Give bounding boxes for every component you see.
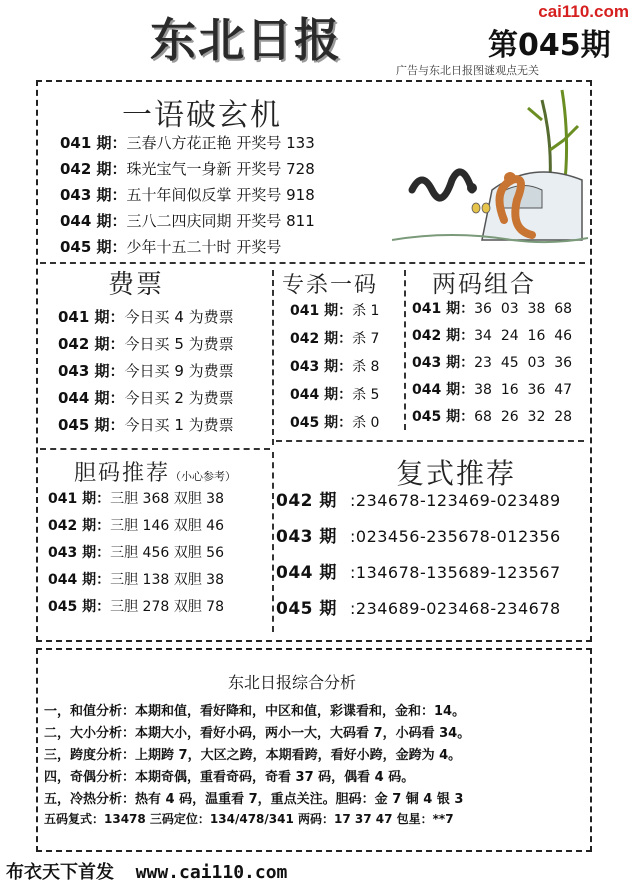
list-item: 043 期：杀 8: [290, 359, 380, 375]
list-item: 043 期：23 45 03 36: [412, 355, 573, 371]
list-item: 一，和值分析：本期和值，看好降和，中区和值，彩谍看和，金和：14。: [44, 704, 466, 719]
list-item: 044 期：杀 5: [290, 387, 380, 403]
list-item: 045 期：少年十五二十时 开奖号: [60, 238, 282, 256]
list-item: 045 期：今日买 1 为费票: [58, 416, 234, 434]
list-item: 041 期：杀 1: [290, 303, 380, 319]
divider: [40, 448, 270, 450]
fushi-title: 复式推荐: [396, 457, 517, 490]
list-item: 041 期：三春八方花正艳 开奖号 133: [60, 134, 315, 152]
yiyu-list: [60, 132, 315, 262]
feipiao-title: 费票: [108, 270, 165, 300]
divider: [276, 440, 584, 442]
site-link[interactable]: cai110.com: [538, 2, 629, 21]
list-item: 042 期：34 24 16 46: [412, 328, 573, 344]
masthead-title: 东北日报: [150, 13, 342, 67]
feipiao-list: [58, 306, 234, 441]
list-item: 041 期：今日买 4 为费票: [58, 308, 234, 326]
list-item: 042 期：今日买 5 为费票: [58, 335, 234, 353]
list-item: 045 期 :234689-023468-234678: [276, 599, 561, 619]
list-item: 042 期：三胆 146 双胆 46: [48, 518, 224, 534]
list-item: 044 期 :134678-135689-123567: [276, 563, 561, 583]
list-item: 五，冷热分析：热有 4 码，温重看 7，重点关注。胆码：金 7 铜 4 银 3: [44, 792, 464, 807]
analysis-title: 东北日报综合分析: [228, 673, 357, 692]
yiyu-title: 一语破玄机: [122, 98, 282, 133]
list-item: 042 期：杀 7: [290, 331, 380, 347]
list-item: 二，大小分析：本期大小，看好小码，两小一大，大码看 7，小码看 34。: [44, 726, 471, 741]
fushi-list: [276, 486, 561, 630]
list-item: 045 期：68 26 32 28: [412, 409, 573, 425]
list-item: 045 期：三胆 278 双胆 78: [48, 599, 224, 615]
list-item: 042 期：珠光宝气一身新 开奖号 728: [60, 160, 315, 178]
danma-title: 胆码推荐: [74, 461, 171, 486]
list-item: 042 期 :234678-123469-023489: [276, 491, 561, 511]
divider: [404, 270, 406, 430]
danma-list: [48, 488, 224, 623]
list-item: 043 期：五十年间似反掌 开奖号 918: [60, 186, 315, 204]
snake-illustration: [392, 80, 588, 250]
list-item: 043 期：今日买 9 为费票: [58, 362, 234, 380]
footer-text: 布衣天下首发 www.cai110.com: [6, 862, 288, 883]
zhuansha-title: 专杀一码: [282, 273, 379, 298]
liangma-title: 两码组合: [432, 270, 536, 298]
divider: [272, 452, 274, 632]
zhuansha-list: [290, 300, 379, 440]
list-item: 043 期：三胆 456 双胆 56: [48, 545, 224, 561]
disclaimer: 广告与东北日报图谜观点无关: [396, 64, 539, 77]
list-item: 045 期：杀 0: [290, 415, 380, 431]
list-item: 044 期：38 16 36 47: [412, 382, 573, 398]
list-item: 044 期：三胆 138 双胆 38: [48, 572, 224, 588]
issue-number: 第045期: [488, 28, 611, 63]
list-item: 041 期：36 03 38 68: [412, 301, 573, 317]
danma-note: （小心参考）: [170, 470, 237, 483]
list-item: 五码复式：13478 三码定位：134/478/341 两码：17 37 47 包星：**7: [44, 812, 454, 826]
list-item: 041 期：三胆 368 双胆 38: [48, 491, 224, 507]
analysis-list: [44, 700, 584, 832]
list-item: 044 期：三八二四庆同期 开奖号 811: [60, 212, 315, 230]
list-item: 四，奇偶分析：本期奇偶，重看奇码，奇看 37 码，偶看 4 码。: [44, 770, 415, 785]
danma-header: [74, 456, 236, 487]
list-item: 044 期：今日买 2 为费票: [58, 389, 234, 407]
list-item: 三，跨度分析：上期跨 7，大区之跨，本期看跨，看好小跨，金跨为 4。: [44, 748, 462, 763]
liangma-list: [412, 298, 572, 433]
list-item: 043 期 :023456-235678-012356: [276, 527, 561, 547]
divider: [272, 270, 274, 445]
